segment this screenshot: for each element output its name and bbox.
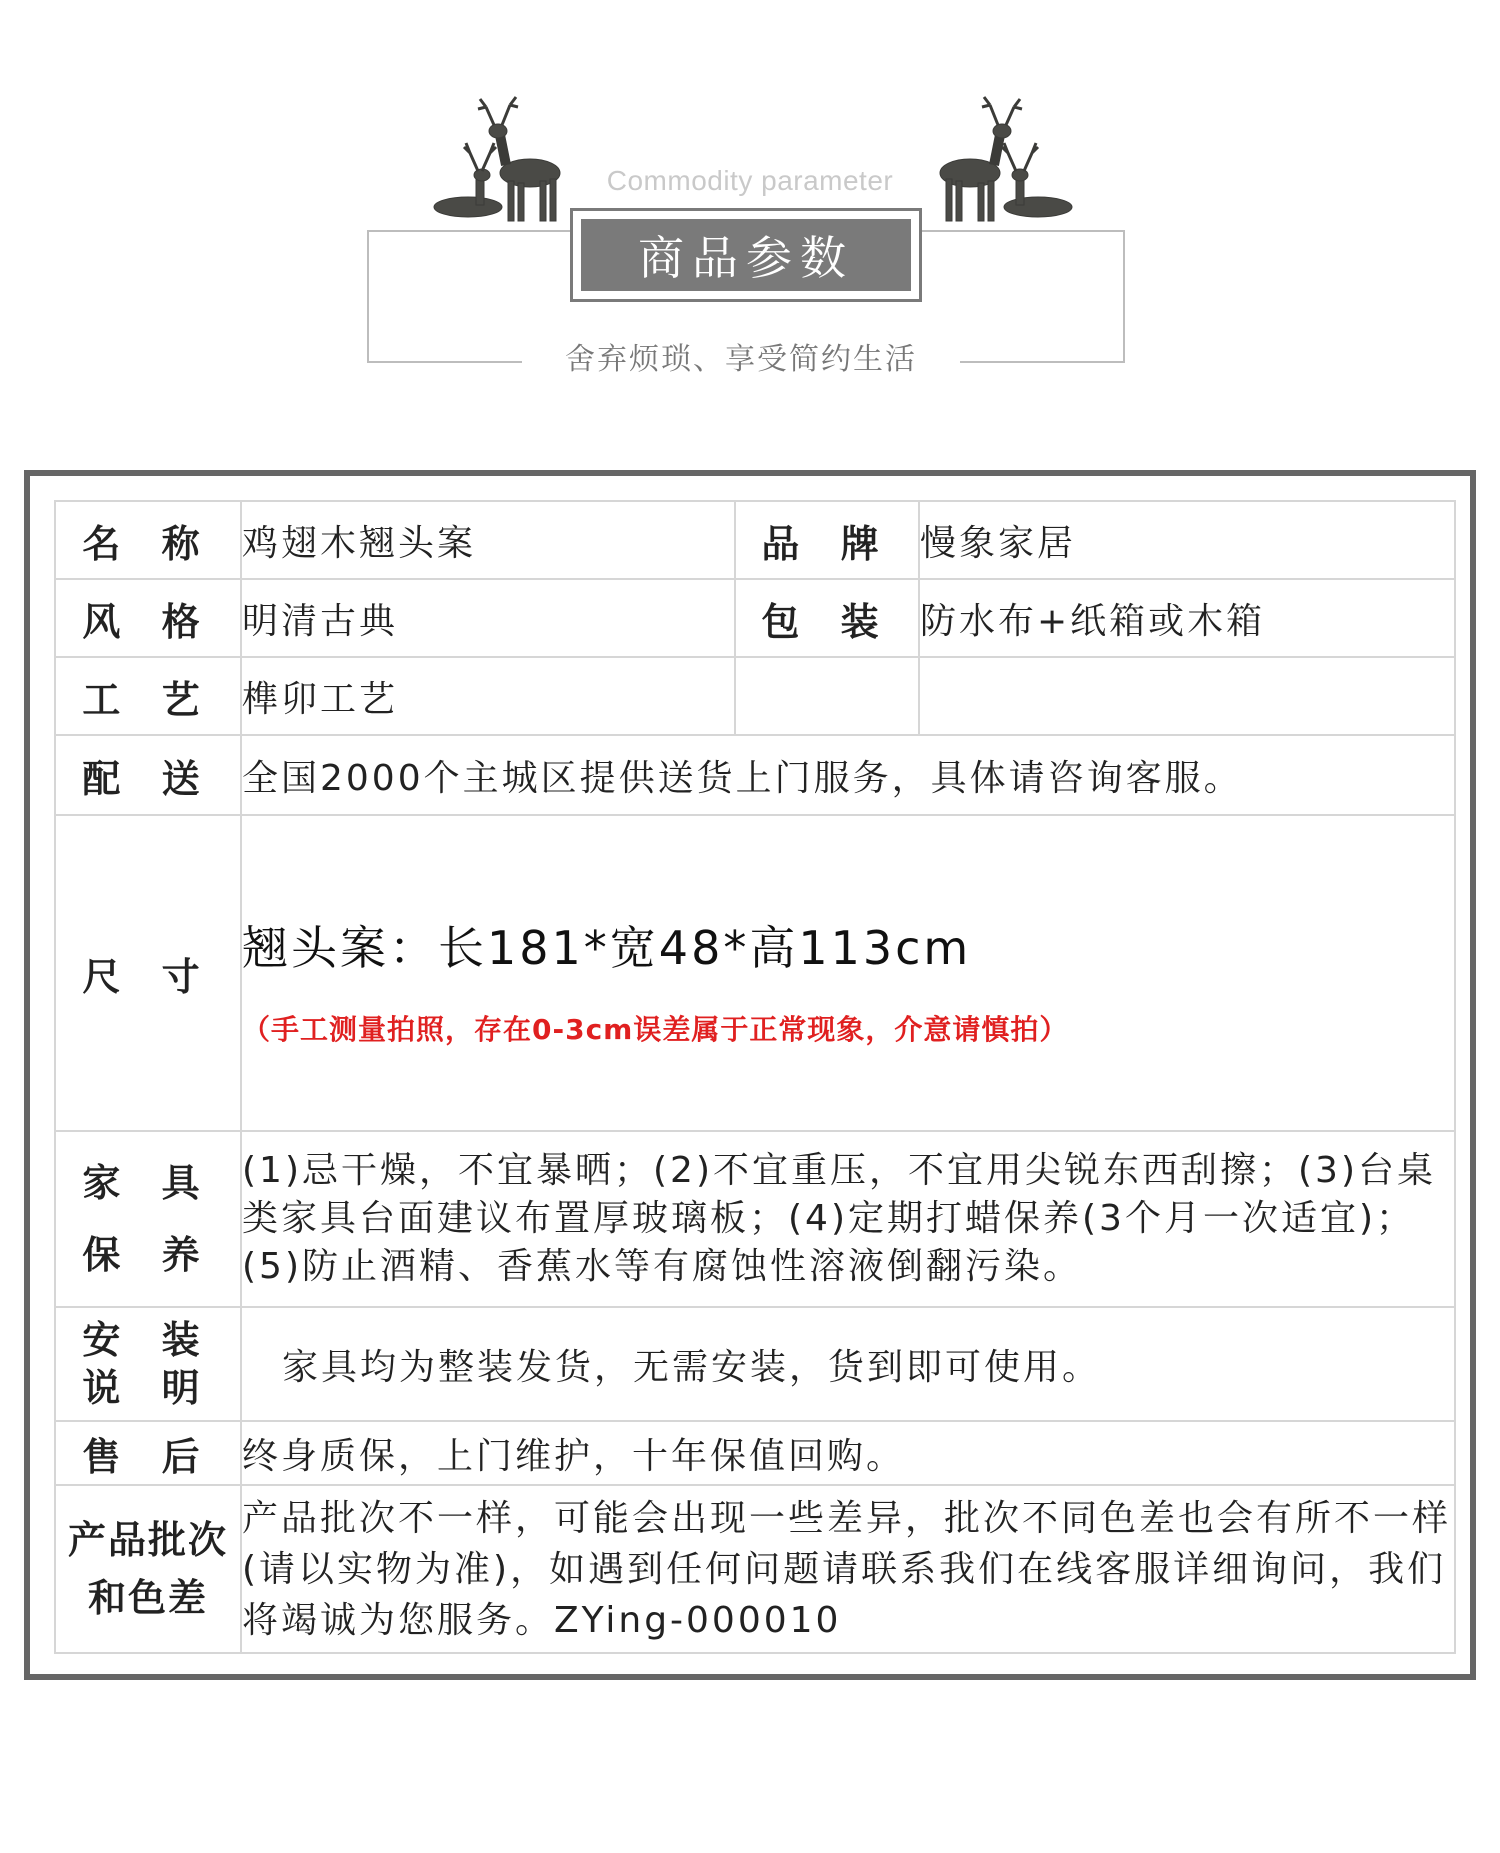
page-title: 商品参数 — [579, 217, 913, 293]
table-row — [55, 1131, 1455, 1307]
deer-right-icon — [920, 95, 1080, 225]
craft-label: 工 艺 — [55, 657, 241, 735]
brand-label: 品 牌 — [735, 501, 919, 579]
style-label: 风 格 — [55, 579, 241, 657]
aftersale-value: 终身质保，上门维护，十年保值回购。 — [241, 1421, 1455, 1485]
slogan: 舍弃烦琐、享受简约生活 — [565, 342, 917, 377]
packaging-label: 包 装 — [735, 579, 919, 657]
frame-line-right — [960, 361, 1125, 363]
install-label-line2: 说 明 — [82, 1366, 214, 1410]
title-plate — [570, 208, 922, 302]
table-row — [55, 735, 1455, 815]
header — [0, 0, 1500, 420]
care-label-line1: 家 具 — [82, 1161, 214, 1205]
subtitle-english: Commodity parameter — [606, 165, 894, 196]
name-value: 鸡翅木翘头案 — [241, 501, 735, 579]
size-cell — [241, 815, 1455, 1131]
install-value: 家具均为整装发货，无需安装，货到即可使用。 — [241, 1307, 1455, 1421]
table-row — [55, 579, 1455, 657]
delivery-label: 配 送 — [55, 735, 241, 815]
table-row — [55, 1421, 1455, 1485]
size-note: （手工测量拍照，存在0-3cm误差属于正常现象，介意请慎拍） — [242, 1013, 1069, 1046]
table-row — [55, 815, 1455, 1131]
size-label: 尺 寸 — [55, 815, 241, 1131]
install-label — [55, 1307, 241, 1421]
parameter-table-frame — [24, 470, 1476, 1680]
delivery-value: 全国2000个主城区提供送货上门服务，具体请咨询客服。 — [241, 735, 1455, 815]
size-value: 翘头案：长181*宽48*高113cm — [242, 921, 972, 975]
batch-value: 产品批次不一样，可能会出现一些差异，批次不同色差也会有所不一样(请以实物为准)，如遇到任何问题请联系我们在线客服详细询问，我们将竭诚为您服务。ZYing-000010 — [241, 1485, 1455, 1653]
batch-label-line2: 和色差 — [87, 1576, 208, 1620]
brand-value: 慢象家居 — [919, 501, 1455, 579]
parameter-table — [54, 500, 1456, 1654]
empty-cell — [735, 657, 919, 735]
style-value: 明清古典 — [241, 579, 735, 657]
name-label: 名 称 — [55, 501, 241, 579]
frame-line-left — [367, 361, 522, 363]
empty-cell — [919, 657, 1455, 735]
table-row — [55, 1485, 1455, 1653]
aftersale-label: 售 后 — [55, 1421, 241, 1485]
table-row — [55, 1307, 1455, 1421]
install-label-line1: 安 装 — [82, 1318, 214, 1362]
care-label-line2: 保 养 — [82, 1233, 214, 1277]
craft-value: 榫卯工艺 — [241, 657, 735, 735]
packaging-value: 防水布+纸箱或木箱 — [919, 579, 1455, 657]
care-label — [55, 1131, 241, 1307]
care-value: (1)忌干燥，不宜暴晒；(2)不宜重压，不宜用尖锐东西刮擦；(3)台桌类家具台面建议布置厚玻璃板；(4)定期打蜡保养(3个月一次适宜)；(5)防止酒精、香蕉水等有腐蚀性溶液倒翻污染。 — [241, 1131, 1455, 1307]
batch-label-line1: 产品批次 — [67, 1518, 228, 1562]
batch-label — [55, 1485, 241, 1653]
deer-left-icon — [420, 95, 580, 225]
table-row — [55, 501, 1455, 579]
table-row — [55, 657, 1455, 735]
